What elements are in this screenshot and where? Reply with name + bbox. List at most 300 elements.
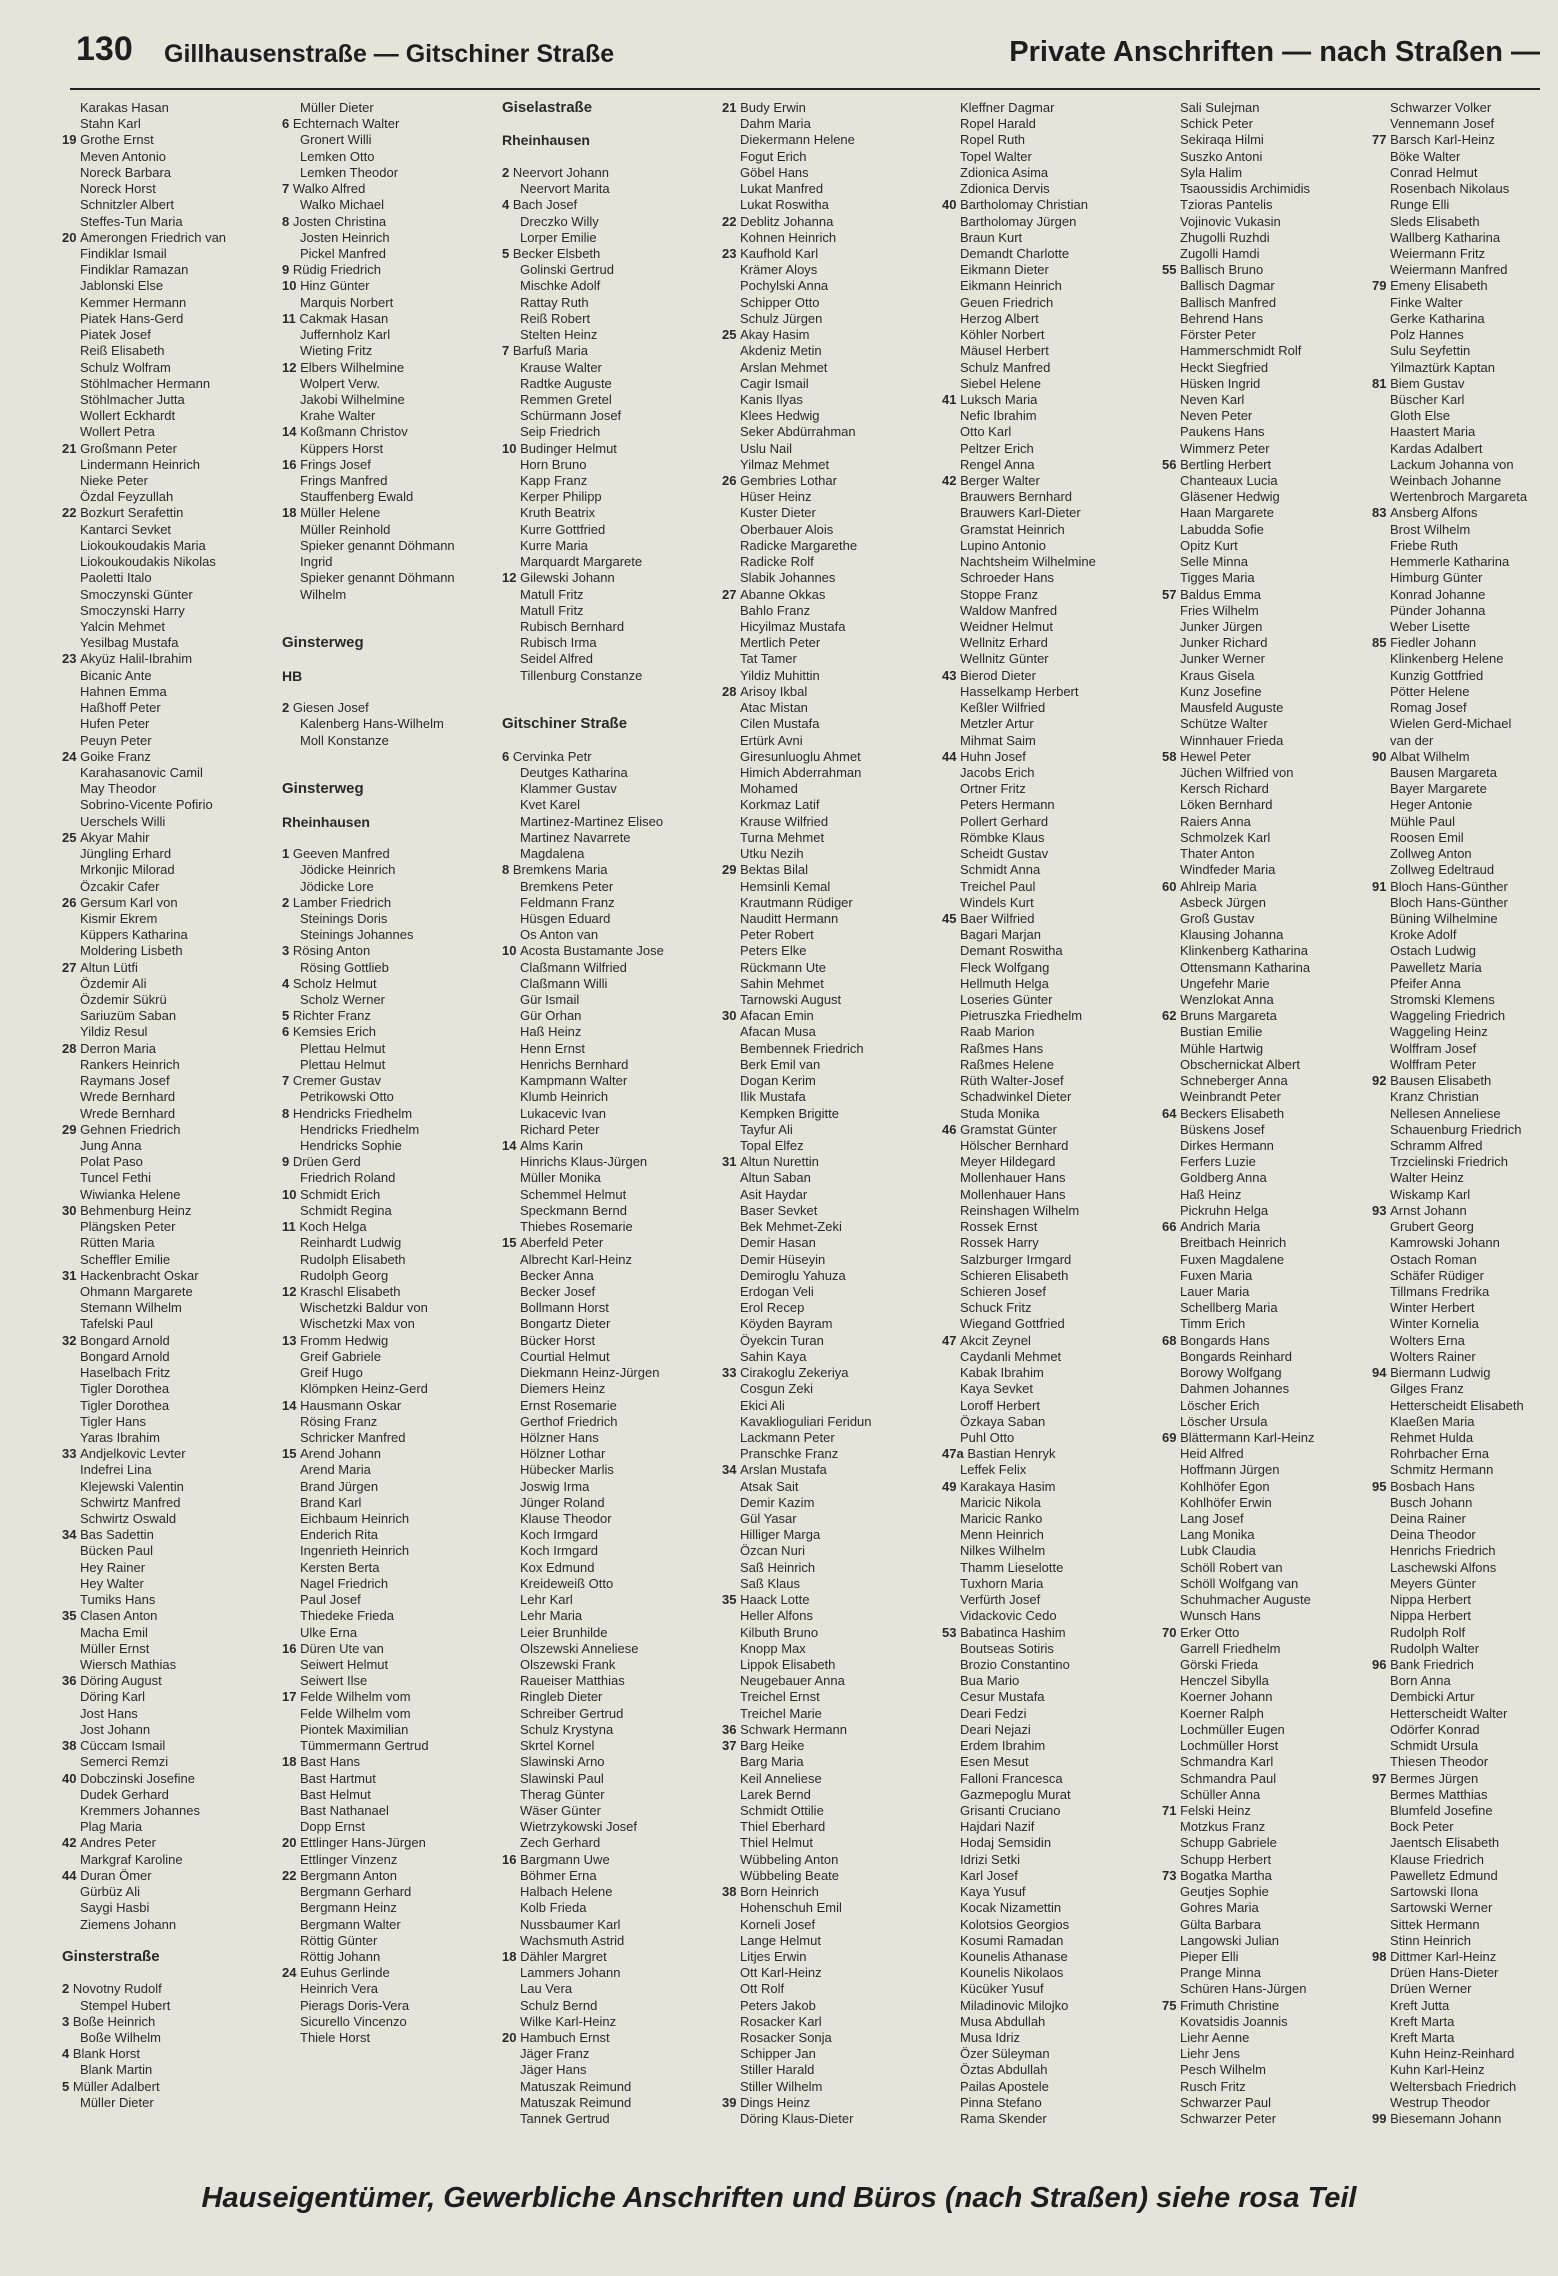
house-entry bbox=[282, 1835, 494, 1851]
house-entry bbox=[62, 1835, 274, 1851]
resident-entry: Wrede Bernhard bbox=[80, 1105, 176, 1121]
house-number: 3 bbox=[282, 943, 293, 959]
resident-entry: Piontek Maximilian bbox=[300, 1721, 409, 1737]
resident-entry: Liehr Aenne bbox=[1180, 2030, 1250, 2046]
resident-entry: Meyer Hildegard bbox=[960, 1154, 1056, 1170]
directory-column bbox=[502, 100, 714, 2160]
resident-entry: Steffes-Tun Maria bbox=[80, 213, 183, 229]
resident-entry: Gläsener Hedwig bbox=[1180, 489, 1280, 505]
resident-entry: Kismir Ekrem bbox=[80, 910, 158, 926]
resident-name: Andjelkovic Levter bbox=[80, 1446, 186, 1462]
resident-entry: Musa Idriz bbox=[960, 2030, 1020, 2046]
house-number: 69 bbox=[1162, 1429, 1181, 1445]
resident-name: Kraschl Elisabeth bbox=[300, 1283, 401, 1299]
resident-entry: Klinkenberg Helene bbox=[1390, 651, 1504, 667]
resident-entry: Tigges Maria bbox=[1180, 570, 1255, 586]
house-number: 2 bbox=[282, 894, 293, 910]
resident-entry: Gohres Maria bbox=[1180, 1900, 1259, 1916]
resident-entry: Schwirtz Manfred bbox=[80, 1494, 181, 1510]
resident-entry: Hinrichs Klaus-Jürgen bbox=[520, 1154, 648, 1170]
house-entry bbox=[502, 749, 714, 765]
resident-entry: Reiß Robert bbox=[520, 310, 591, 326]
house-entry bbox=[282, 1333, 494, 1349]
resident-entry: Schuhmacher Auguste bbox=[1180, 1592, 1311, 1608]
directory-column bbox=[1162, 100, 1374, 2160]
resident-name: Hackenbracht Oskar bbox=[80, 1267, 199, 1283]
resident-entry: Wiwianka Helene bbox=[80, 1186, 181, 1202]
resident-entry: Seker Abdürrahman bbox=[740, 424, 856, 440]
resident-entry: Kamrowski Johann bbox=[1390, 1235, 1500, 1251]
resident-entry: Wimmerz Peter bbox=[1180, 440, 1270, 456]
resident-entry: Karakas Hasan bbox=[80, 100, 169, 115]
resident-entry: Peters Elke bbox=[740, 943, 807, 959]
resident-entry: Wietrzykowski Josef bbox=[520, 1819, 638, 1835]
resident-entry: Kruth Beatrix bbox=[520, 505, 596, 521]
resident-entry: Kavaklioguliari Feridun bbox=[740, 1413, 872, 1429]
house-entry bbox=[1372, 1073, 1558, 1089]
resident-entry: Rosacker Sonja bbox=[740, 2030, 832, 2046]
resident-entry: Herzog Albert bbox=[960, 310, 1039, 326]
resident-entry: Bek Mehmet-Zeki bbox=[740, 1219, 842, 1235]
house-number: 44 bbox=[62, 1867, 81, 1883]
resident-entry: Smoczynski Harry bbox=[80, 602, 185, 618]
house-number: 33 bbox=[62, 1446, 81, 1462]
resident-entry: Wübbeling Anton bbox=[740, 1851, 839, 1867]
resident-entry: Zdionica Asima bbox=[960, 164, 1049, 180]
resident-entry: Yalcin Mehmet bbox=[80, 619, 166, 634]
resident-entry: Lemken Otto bbox=[300, 148, 375, 164]
resident-entry: Thiele Horst bbox=[300, 2030, 371, 2046]
directory-columns bbox=[62, 100, 1540, 2160]
resident-entry: Schipper Jan bbox=[740, 2046, 816, 2062]
resident-entry: Juffernholz Karl bbox=[300, 327, 391, 343]
resident-entry: Kantarci Sevket bbox=[80, 521, 172, 537]
street-heading: Ginsterstraße bbox=[62, 1948, 160, 1965]
resident-entry: Henrichs Friedrich bbox=[1390, 1543, 1496, 1559]
resident-entry: Geutjes Sophie bbox=[1180, 1884, 1269, 1900]
resident-name: Fromm Hedwig bbox=[300, 1332, 389, 1348]
resident-entry: Kampmann Walter bbox=[520, 1073, 628, 1089]
resident-entry: Atac Mistan bbox=[740, 700, 808, 716]
house-entry bbox=[722, 473, 934, 489]
resident-entry: Ettlinger Vinzenz bbox=[300, 1851, 398, 1867]
resident-entry: Jaentsch Elisabeth bbox=[1390, 1835, 1500, 1851]
resident-entry: Busch Johann bbox=[1390, 1494, 1473, 1510]
house-number: 2 bbox=[62, 1981, 73, 1997]
resident-entry: Berk Emil van bbox=[740, 1056, 821, 1072]
resident-entry: Noreck Horst bbox=[80, 181, 156, 197]
resident-entry: Eikmann Heinrich bbox=[960, 278, 1062, 294]
resident-entry: Bongartz Dieter bbox=[520, 1316, 611, 1332]
house-number: 12 bbox=[502, 570, 521, 586]
resident-entry: Ilik Mustafa bbox=[740, 1089, 806, 1105]
resident-entry: Özdemir Sükrü bbox=[80, 992, 167, 1008]
resident-entry: Hendricks Sophie bbox=[300, 1138, 402, 1153]
house-number: 40 bbox=[942, 197, 961, 213]
resident-entry: Seidel Alfred bbox=[520, 651, 593, 667]
resident-entry: Raab Marion bbox=[960, 1024, 1035, 1040]
resident-entry: Lackum Johanna von bbox=[1390, 456, 1514, 472]
resident-entry: Erdem Ibrahim bbox=[960, 1738, 1046, 1754]
house-entry bbox=[1162, 457, 1374, 473]
resident-entry: Dembicki Artur bbox=[1390, 1689, 1475, 1705]
resident-entry: Ernst Rosemarie bbox=[520, 1397, 617, 1413]
resident-entry: Tarnowski August bbox=[740, 992, 842, 1008]
resident-entry: Matull Fritz bbox=[520, 602, 584, 618]
resident-entry: Arend Maria bbox=[300, 1462, 371, 1478]
resident-entry: Kempken Brigitte bbox=[740, 1105, 839, 1121]
house-number: 22 bbox=[62, 505, 81, 521]
house-entry bbox=[62, 1333, 274, 1349]
resident-entry: Pickel Manfred bbox=[300, 245, 386, 261]
resident-entry: Roosen Emil bbox=[1390, 829, 1464, 845]
house-entry bbox=[1372, 749, 1558, 765]
resident-entry: Spieker genannt Döhmann bbox=[300, 570, 455, 586]
spacer bbox=[502, 149, 714, 165]
resident-name: Ballisch Bruno bbox=[1180, 262, 1264, 278]
house-entry bbox=[942, 392, 1154, 408]
house-entry bbox=[1372, 879, 1558, 895]
house-number: 28 bbox=[62, 1040, 81, 1056]
resident-entry: Knopp Max bbox=[740, 1640, 806, 1656]
resident-entry: Boße Wilhelm bbox=[80, 2030, 161, 2046]
house-number: 90 bbox=[1372, 748, 1391, 764]
house-number: 30 bbox=[62, 1202, 81, 1218]
house-entry bbox=[62, 1771, 274, 1787]
resident-entry: Wolters Erna bbox=[1390, 1332, 1465, 1348]
spacer bbox=[502, 684, 714, 700]
house-entry bbox=[62, 132, 274, 148]
resident-name: Albat Wilhelm bbox=[1390, 748, 1470, 764]
resident-entry: Nellesen Anneliese bbox=[1390, 1105, 1501, 1121]
resident-name: Bertling Herbert bbox=[1180, 456, 1272, 472]
resident-entry: Vojinovic Vukasin bbox=[1180, 213, 1281, 229]
resident-entry: Zollweg Edeltraud bbox=[1390, 862, 1495, 878]
resident-entry: Öyekcin Turan bbox=[740, 1332, 824, 1348]
house-entry bbox=[282, 262, 494, 278]
resident-entry: Klejewski Valentin bbox=[80, 1478, 184, 1494]
house-entry bbox=[502, 1852, 714, 1868]
house-entry bbox=[62, 1608, 274, 1624]
resident-name: Novotny Rudolf bbox=[72, 1981, 162, 1997]
resident-name: Richter Franz bbox=[292, 1008, 371, 1024]
resident-entry: Kohlhöfer Erwin bbox=[1180, 1494, 1272, 1510]
resident-entry: Diekermann Helene bbox=[740, 132, 855, 148]
resident-entry: Ropel Harald bbox=[960, 116, 1036, 132]
resident-entry: Hicyilmaz Mustafa bbox=[740, 619, 846, 634]
house-entry bbox=[1162, 879, 1374, 895]
resident-entry: Weinbrandt Peter bbox=[1180, 1089, 1281, 1105]
resident-entry: Ziemens Johann bbox=[80, 1916, 177, 1932]
resident-entry: Tillmans Fredrika bbox=[1390, 1283, 1490, 1299]
house-entry bbox=[282, 1073, 494, 1089]
house-number: 35 bbox=[722, 1592, 741, 1608]
house-number: 20 bbox=[502, 2030, 521, 2046]
house-entry bbox=[282, 311, 494, 327]
resident-entry: Seiwert Helmut bbox=[300, 1657, 389, 1672]
resident-entry: Wiegand Gottfried bbox=[960, 1316, 1065, 1332]
resident-entry: Suszko Antoni bbox=[1180, 148, 1263, 164]
resident-entry: Raßmes Helene bbox=[960, 1056, 1054, 1072]
resident-entry: Lukat Manfred bbox=[740, 181, 824, 197]
resident-entry: Keil Anneliese bbox=[740, 1770, 822, 1786]
house-entry bbox=[942, 473, 1154, 489]
resident-entry: Diemers Heinz bbox=[520, 1381, 606, 1397]
resident-entry: Koch Irmgard bbox=[520, 1527, 599, 1543]
resident-entry: Lippok Elisabeth bbox=[740, 1657, 836, 1672]
resident-entry: Wilke Karl-Heinz bbox=[520, 2013, 617, 2029]
spacer bbox=[62, 1933, 274, 1949]
house-number: 92 bbox=[1372, 1073, 1391, 1089]
house-number: 11 bbox=[282, 310, 300, 326]
house-entry bbox=[722, 1592, 934, 1608]
house-entry bbox=[502, 943, 714, 959]
resident-entry: Kilbuth Bruno bbox=[740, 1624, 819, 1640]
house-number: 81 bbox=[1372, 375, 1391, 391]
resident-name: Akcit Zeynel bbox=[960, 1332, 1031, 1348]
resident-entry: Bagari Marjan bbox=[960, 927, 1041, 943]
resident-entry: Schnitzler Albert bbox=[80, 197, 174, 213]
resident-entry: Dirkes Hermann bbox=[1180, 1138, 1274, 1153]
resident-entry: Saß Heinrich bbox=[740, 1559, 816, 1575]
house-number: 8 bbox=[282, 1105, 293, 1121]
resident-name: Derron Maria bbox=[80, 1040, 156, 1056]
resident-entry: Greif Gabriele bbox=[300, 1348, 381, 1364]
street-heading: Ginsterweg bbox=[282, 781, 364, 798]
resident-entry: Stahn Karl bbox=[80, 116, 141, 132]
house-number: 27 bbox=[722, 586, 741, 602]
resident-entry: Halbach Helene bbox=[520, 1884, 613, 1900]
resident-entry: Schupp Gabriele bbox=[1180, 1835, 1277, 1851]
resident-entry: Kosumi Ramadan bbox=[960, 1932, 1064, 1948]
resident-name: Schwark Hermann bbox=[740, 1721, 848, 1737]
resident-entry: Schmidt Regina bbox=[300, 1202, 392, 1218]
resident-name: Grothe Ernst bbox=[80, 132, 154, 148]
resident-entry: Motzkus Franz bbox=[1180, 1819, 1266, 1835]
resident-entry: Weinbach Johanne bbox=[1390, 473, 1502, 489]
house-number: 27 bbox=[62, 959, 81, 975]
house-number: 20 bbox=[282, 1835, 301, 1851]
house-entry bbox=[282, 1154, 494, 1170]
resident-entry: Junker Werner bbox=[1180, 651, 1266, 667]
resident-name: Giesen Josef bbox=[292, 700, 369, 716]
spacer bbox=[282, 603, 494, 619]
resident-entry: Jung Anna bbox=[80, 1138, 142, 1153]
resident-entry: Grisanti Cruciano bbox=[960, 1802, 1061, 1818]
resident-entry: Scholz Werner bbox=[300, 992, 386, 1008]
resident-name: Dähler Margret bbox=[520, 1948, 607, 1964]
house-number: 68 bbox=[1162, 1332, 1181, 1348]
resident-entry: Thater Anton bbox=[1180, 846, 1255, 862]
resident-entry: Kerper Philipp bbox=[520, 489, 602, 505]
resident-entry: Jüngling Erhard bbox=[80, 846, 172, 862]
resident-entry: Özcakir Cafer bbox=[80, 878, 160, 894]
resident-entry: Windfeder Maria bbox=[1180, 862, 1276, 878]
resident-entry: Arslan Mehmet bbox=[740, 359, 828, 375]
resident-entry: Boutseas Sotiris bbox=[960, 1640, 1054, 1656]
house-entry bbox=[1372, 635, 1558, 651]
resident-entry: Tayfur Ali bbox=[740, 1121, 793, 1137]
resident-entry: Deari Nejazi bbox=[960, 1721, 1031, 1737]
resident-entry: Schwarzer Volker bbox=[1390, 100, 1492, 115]
resident-entry: Radicke Margarethe bbox=[740, 537, 858, 553]
resident-entry: Felde Wilhelm vom bbox=[300, 1705, 411, 1721]
resident-entry: Sekiraqa Hilmi bbox=[1180, 132, 1264, 148]
house-entry bbox=[282, 181, 494, 197]
resident-entry: Jost Johann bbox=[80, 1721, 151, 1737]
resident-entry: Saygi Hasbi bbox=[80, 1900, 150, 1916]
resident-entry: Weltersbach Friedrich bbox=[1390, 2078, 1517, 2094]
house-number: 23 bbox=[62, 651, 81, 667]
resident-entry: Fuxen Magdalene bbox=[1180, 1251, 1285, 1267]
resident-entry: Tsaoussidis Archimidis bbox=[1180, 181, 1311, 197]
resident-name: Hendricks Friedhelm bbox=[292, 1105, 413, 1121]
resident-entry: Klause Friedrich bbox=[1390, 1851, 1484, 1867]
house-entry bbox=[62, 1868, 274, 1884]
resident-entry: Bua Mario bbox=[960, 1673, 1020, 1689]
resident-name: Duran Ömer bbox=[80, 1867, 152, 1883]
resident-entry: Gramstat Heinrich bbox=[960, 521, 1065, 537]
resident-name: Düren Ute van bbox=[300, 1640, 384, 1656]
resident-entry: Kohnen Heinrich bbox=[740, 229, 837, 245]
resident-entry: Schroeder Hans bbox=[960, 570, 1054, 586]
house-entry bbox=[1372, 1365, 1558, 1381]
house-entry bbox=[1372, 1479, 1558, 1495]
house-number: 33 bbox=[722, 1365, 741, 1381]
resident-name: Dittmer Karl-Heinz bbox=[1390, 1948, 1497, 1964]
resident-entry: Yilmaztürk Kaptan bbox=[1390, 359, 1496, 375]
resident-entry: Lang Monika bbox=[1180, 1527, 1255, 1543]
resident-name: Ahlreip Maria bbox=[1180, 878, 1257, 894]
resident-entry: Öztas Abdullah bbox=[960, 2062, 1048, 2078]
house-number: 34 bbox=[722, 1462, 741, 1478]
resident-entry: Klees Hedwig bbox=[740, 408, 820, 424]
resident-entry: Marquis Norbert bbox=[300, 294, 394, 310]
resident-name: Karakaya Hasim bbox=[960, 1478, 1056, 1494]
resident-entry: Pailas Apostele bbox=[960, 2078, 1049, 2094]
resident-entry: Schmidt Anna bbox=[960, 862, 1041, 878]
resident-entry: Marquardt Margarete bbox=[520, 554, 643, 570]
resident-entry: Courtial Helmut bbox=[520, 1348, 610, 1364]
resident-entry: Neven Peter bbox=[1180, 408, 1253, 424]
resident-entry: Tigler Dorothea bbox=[80, 1381, 170, 1397]
resident-entry: Asbeck Jürgen bbox=[1180, 894, 1266, 910]
house-number: 45 bbox=[942, 910, 961, 926]
resident-entry: Korkmaz Latif bbox=[740, 797, 820, 813]
resident-entry: Sleds Elisabeth bbox=[1390, 213, 1480, 229]
resident-entry: Lackmann Peter bbox=[740, 1429, 835, 1445]
resident-entry: Ott Rolf bbox=[740, 1981, 785, 1997]
resident-entry: Kemmer Hermann bbox=[80, 294, 187, 310]
resident-entry: Rossek Ernst bbox=[960, 1219, 1038, 1235]
resident-entry: Raueiser Matthias bbox=[520, 1673, 625, 1689]
resident-entry: Mäusel Herbert bbox=[960, 343, 1049, 359]
resident-name: Koch Helga bbox=[299, 1219, 367, 1235]
resident-entry: Nagel Friedrich bbox=[300, 1575, 389, 1591]
resident-entry: Moll Konstanze bbox=[300, 732, 389, 748]
house-entry bbox=[62, 2079, 274, 2095]
house-number: 43 bbox=[942, 667, 961, 683]
resident-entry: Rossek Harry bbox=[960, 1235, 1039, 1251]
resident-entry: Jost Hans bbox=[80, 1705, 138, 1721]
resident-entry: Fogut Erich bbox=[740, 148, 807, 164]
resident-entry: Topel Walter bbox=[960, 148, 1032, 164]
resident-entry: Treichel Ernst bbox=[740, 1689, 820, 1705]
resident-entry: Altun Saban bbox=[740, 1170, 811, 1186]
resident-entry: Stiller Wilhelm bbox=[740, 2078, 823, 2094]
house-number: 58 bbox=[1162, 748, 1181, 764]
resident-entry: Wilhelm bbox=[300, 586, 347, 602]
resident-entry: Hetterscheidt Elisabeth bbox=[1390, 1397, 1524, 1413]
resident-entry: Yilmaz Mehmet bbox=[740, 456, 830, 472]
house-entry bbox=[1372, 376, 1558, 392]
house-entry bbox=[282, 1284, 494, 1300]
resident-entry: Diekmann Heinz-Jürgen bbox=[520, 1365, 660, 1381]
resident-name: Goike Franz bbox=[80, 748, 151, 764]
resident-entry: Göbel Hans bbox=[740, 164, 809, 180]
resident-entry: Piatek Hans-Gerd bbox=[80, 310, 184, 326]
house-entry bbox=[282, 1965, 494, 1981]
resident-entry: Nilkes Wilhelm bbox=[960, 1543, 1046, 1559]
resident-name: Hambuch Ernst bbox=[520, 2030, 610, 2046]
house-entry bbox=[722, 246, 934, 262]
resident-name: Barfuß Maria bbox=[512, 343, 588, 359]
resident-entry: Stöhlmacher Hermann bbox=[80, 375, 211, 391]
house-entry bbox=[942, 1479, 1154, 1495]
resident-entry: Müller Dieter bbox=[300, 100, 374, 115]
resident-entry: Selle Minna bbox=[1180, 554, 1248, 570]
resident-entry: Lubk Claudia bbox=[1180, 1543, 1256, 1559]
resident-entry: Krämer Aloys bbox=[740, 262, 818, 278]
house-number: 22 bbox=[282, 1867, 301, 1883]
resident-entry: Kreft Marta bbox=[1390, 2013, 1455, 2029]
house-number: 14 bbox=[502, 1138, 521, 1153]
resident-entry: Rösing Franz bbox=[300, 1413, 378, 1429]
resident-entry: Turna Mehmet bbox=[740, 829, 825, 845]
resident-entry: Henczel Sibylla bbox=[1180, 1673, 1269, 1689]
resident-entry: Schwarzer Paul bbox=[1180, 2094, 1272, 2110]
resident-entry: Schöll Wolfgang van bbox=[1180, 1575, 1299, 1591]
resident-entry: Klumb Heinrich bbox=[520, 1089, 609, 1105]
house-entry bbox=[62, 1981, 274, 1997]
house-number: 20 bbox=[62, 229, 81, 245]
house-entry bbox=[942, 197, 1154, 213]
resident-entry: Kroke Adolf bbox=[1390, 927, 1457, 943]
house-entry bbox=[1372, 278, 1558, 294]
house-entry bbox=[282, 1754, 494, 1770]
resident-entry: Ortner Fritz bbox=[960, 781, 1026, 797]
house-number: 10 bbox=[502, 943, 521, 959]
resident-entry: Romag Josef bbox=[1390, 700, 1467, 716]
resident-entry: Dogan Kerim bbox=[740, 1073, 816, 1089]
resident-entry: Schulz Jürgen bbox=[740, 310, 823, 326]
resident-entry: Hoffmann Jürgen bbox=[1180, 1462, 1280, 1478]
resident-entry: Thiel Helmut bbox=[740, 1835, 813, 1851]
house-number: 8 bbox=[502, 862, 513, 878]
house-entry bbox=[1372, 1771, 1558, 1787]
house-entry bbox=[942, 668, 1154, 684]
resident-entry: Hilliger Marga bbox=[740, 1527, 821, 1543]
resident-entry: Deina Rainer bbox=[1390, 1511, 1466, 1527]
house-number: 42 bbox=[62, 1835, 81, 1851]
house-entry bbox=[282, 116, 494, 132]
spacer bbox=[282, 749, 494, 765]
house-number: 57 bbox=[1162, 586, 1181, 602]
resident-entry: Speckmann Bernd bbox=[520, 1202, 627, 1218]
resident-entry: Köyden Bayram bbox=[740, 1316, 833, 1332]
house-entry bbox=[282, 1446, 494, 1462]
resident-entry: Jünger Roland bbox=[520, 1494, 605, 1510]
